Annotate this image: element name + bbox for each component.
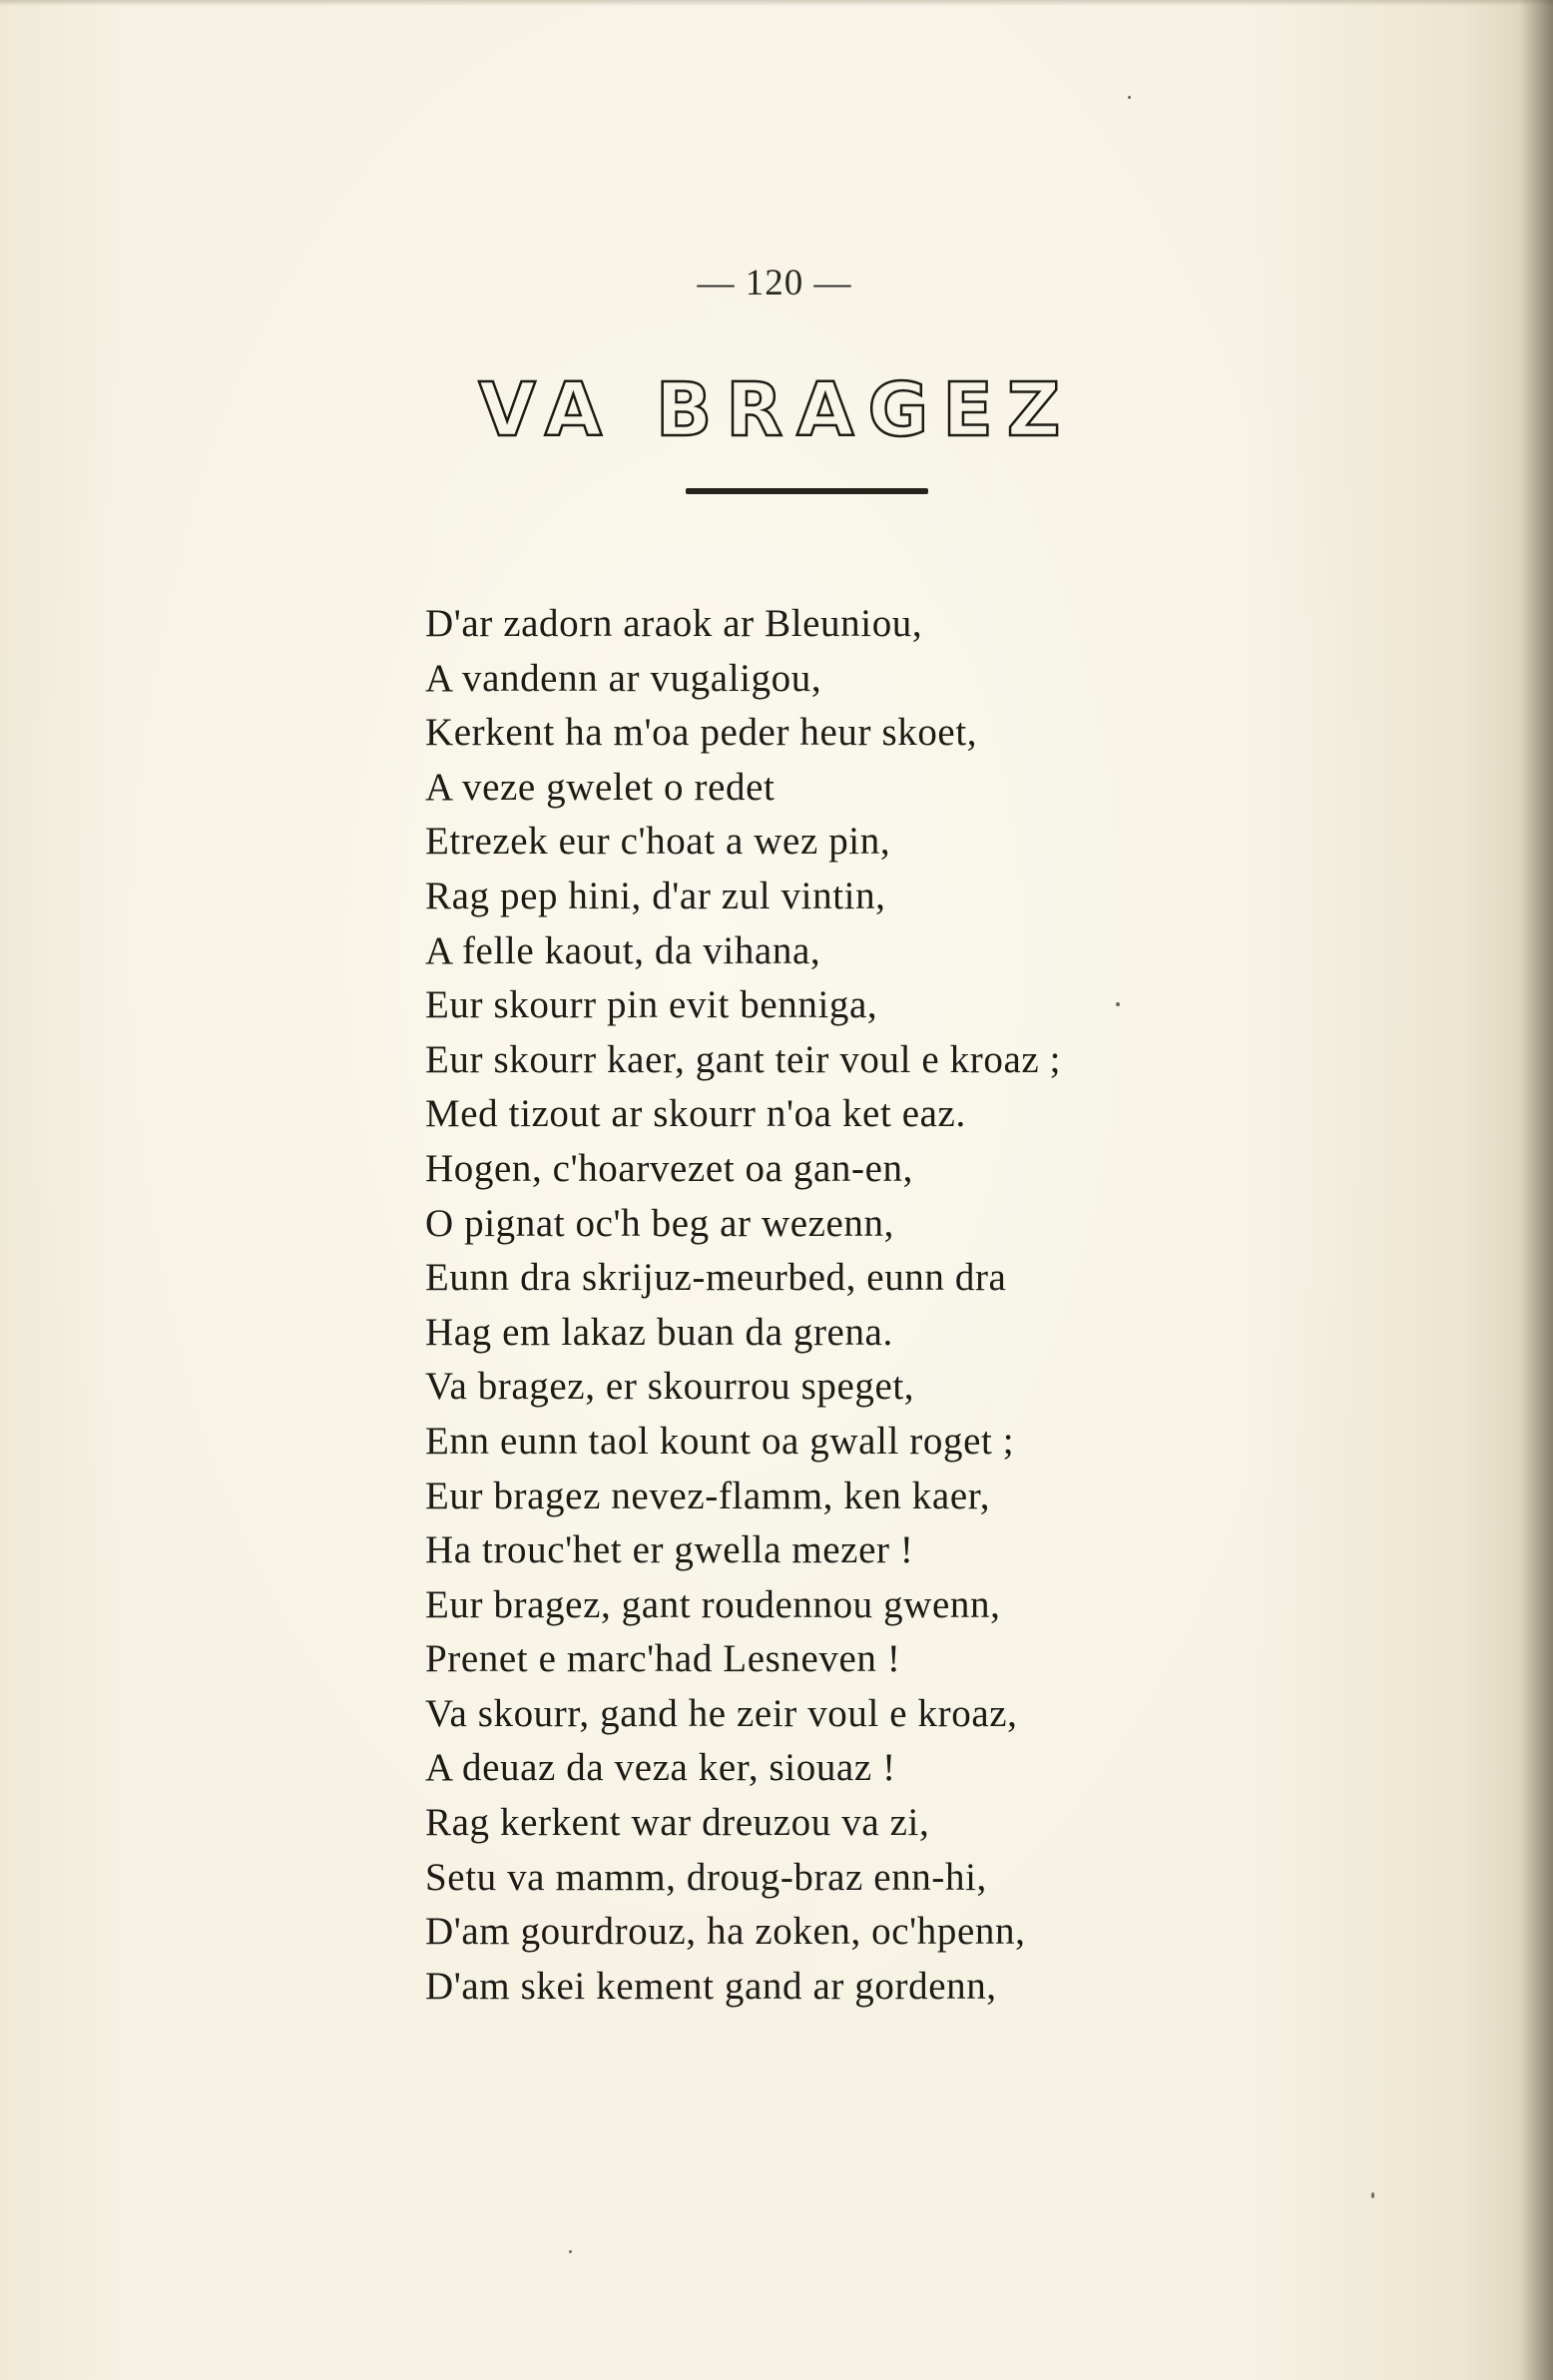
poem-line: D'am skei kement gand ar gordenn, (425, 1964, 997, 2008)
poem-line: D'am gourdrouz, ha zoken, oc'hpenn, (425, 1910, 1026, 1954)
paper-speck (1371, 2192, 1374, 2198)
poem-line: Ha trouc'het er gwella mezer ! (425, 1528, 914, 1572)
poem-line: Med tizout ar skourr n'oa ket eaz. (425, 1092, 966, 1136)
poem-line: Etrezek eur c'hoat a wez pin, (425, 820, 891, 864)
poem-line: Eunn dra skrijuz-meurbed, eunn dra (425, 1256, 1007, 1300)
poem-line: Eur bragez nevez-flamm, ken kaer, (425, 1474, 991, 1517)
poem-title: VA BRAGEZ (478, 367, 1075, 453)
poem-body (425, 597, 1204, 2014)
poem-line: Hag em lakaz buan da grena. (425, 1310, 893, 1354)
poem-line: Rag kerkent war dreuzou va zi, (425, 1801, 930, 1845)
poem-line: A vandenn ar vugaligou, (425, 656, 822, 700)
poem-line: Enn eunn taol kount oa gwall roget ; (425, 1419, 1015, 1463)
poem-line: Eur bragez, gant roudennou gwenn, (425, 1582, 1001, 1626)
poem-line: A felle kaout, da vihana, (425, 928, 821, 972)
poem-line: Va skourr, gand he zeir voul e kroaz, (425, 1691, 1018, 1735)
poem-line: A deuaz da veza ker, siouaz ! (425, 1746, 896, 1790)
page-top-edge-shadow (0, 0, 1553, 6)
poem-line: Rag pep hini, d'ar zul vintin, (425, 874, 886, 917)
poem-line: Kerkent ha m'oa peder heur skoet, (425, 711, 978, 755)
poem-line: Va bragez, er skourrou speget, (425, 1365, 915, 1409)
paper-speck (1116, 1002, 1120, 1006)
paper-speck (1128, 96, 1131, 99)
poem-line: Eur skourr pin evit benniga, (425, 983, 878, 1027)
poem-line: Prenet e marc'had Lesneven ! (425, 1637, 901, 1681)
poem-line: A veze gwelet o redet (425, 765, 776, 809)
paper-speck (569, 2250, 572, 2253)
page-binding-edge-shadow (1519, 0, 1553, 2380)
poem-line: O pignat oc'h beg ar wezenn, (425, 1201, 894, 1245)
poem-line: D'ar zadorn araok ar Bleuniou, (425, 602, 923, 645)
page-number: — 120 — (697, 263, 852, 303)
poem-line: Setu va mamm, droug-braz enn-hi, (425, 1855, 987, 1899)
title-divider (686, 488, 928, 494)
poem-line: Hogen, c'hoarvezet oa gan-en, (425, 1146, 913, 1190)
poem-line: Eur skourr kaer, gant teir voul e kroaz ; (425, 1037, 1062, 1081)
